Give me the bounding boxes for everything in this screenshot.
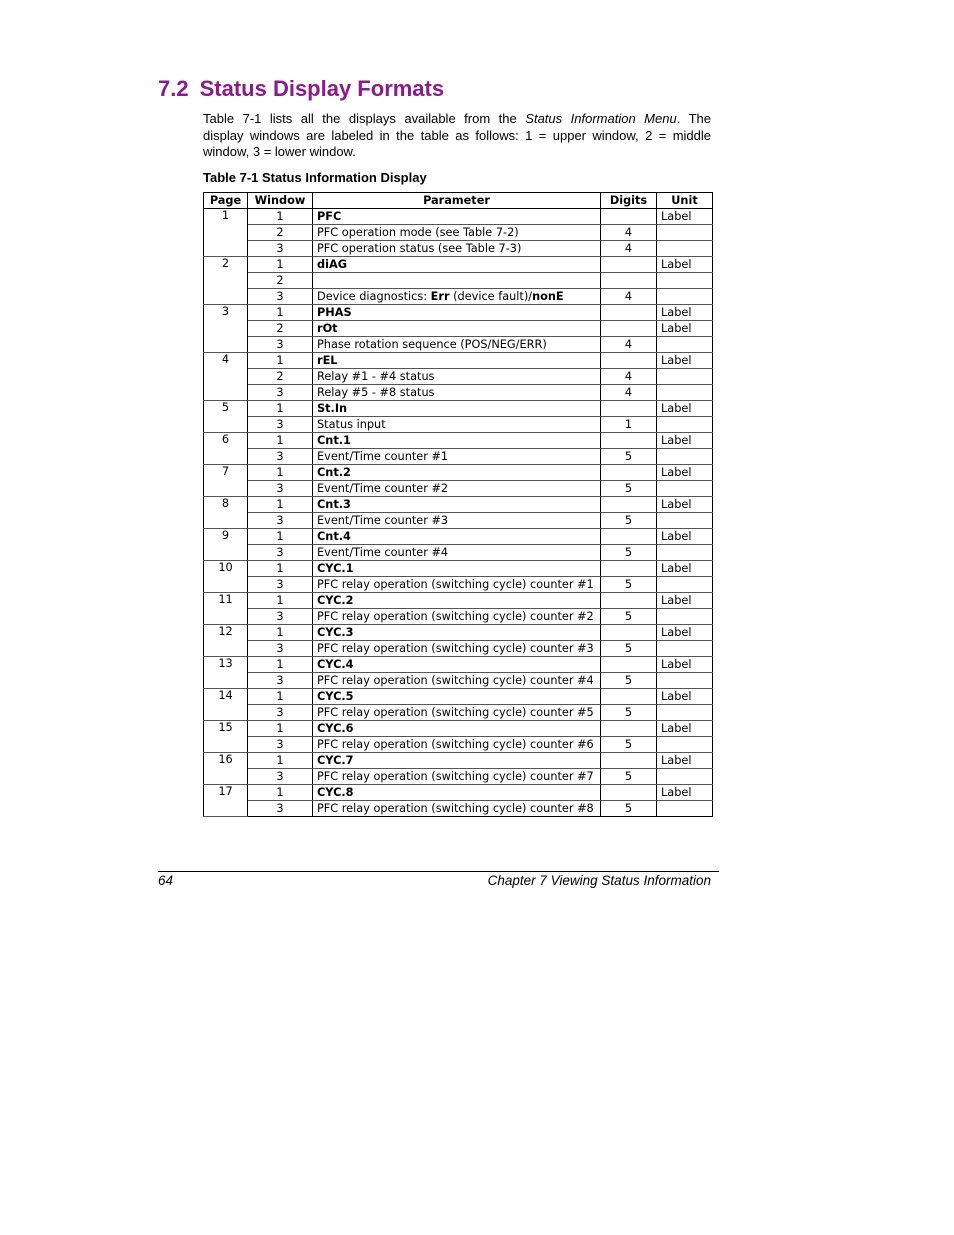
parameter-label: Cnt.4 xyxy=(317,529,351,543)
unit-cell xyxy=(657,417,713,433)
parameter-label: diAG xyxy=(317,257,347,271)
parameter-text: PFC relay operation (switching cycle) counter #6 xyxy=(317,737,594,751)
table-row xyxy=(204,625,713,641)
table-row xyxy=(204,433,713,449)
parameter-label: CYC.1 xyxy=(317,561,354,575)
unit-cell: Label xyxy=(657,433,713,449)
section-heading xyxy=(158,76,444,102)
window-cell: 2 xyxy=(248,273,313,289)
window-cell: 3 xyxy=(248,641,313,657)
table-row xyxy=(204,801,713,817)
parameter-cell xyxy=(313,673,601,689)
table-row xyxy=(204,369,713,385)
digits-cell xyxy=(601,561,657,577)
parameter-text: Device diagnostics: xyxy=(317,289,431,303)
parameter-cell xyxy=(313,577,601,593)
unit-cell: Label xyxy=(657,321,713,337)
unit-cell xyxy=(657,369,713,385)
parameter-code: Err xyxy=(430,289,450,303)
intro-text: Table 7-1 lists all the displays available from the xyxy=(203,111,526,126)
table-row xyxy=(204,705,713,721)
table-row xyxy=(204,673,713,689)
page-cell: 15 xyxy=(204,721,248,753)
digits-cell xyxy=(601,257,657,273)
unit-cell xyxy=(657,337,713,353)
unit-cell xyxy=(657,289,713,305)
unit-cell: Label xyxy=(657,625,713,641)
unit-cell: Label xyxy=(657,689,713,705)
unit-cell xyxy=(657,449,713,465)
digits-cell xyxy=(601,497,657,513)
page-cell: 14 xyxy=(204,689,248,721)
parameter-cell xyxy=(313,417,601,433)
parameter-cell xyxy=(313,545,601,561)
parameter-cell xyxy=(313,705,601,721)
table-row xyxy=(204,737,713,753)
intro-line-1 xyxy=(203,111,711,128)
table-row xyxy=(204,657,713,673)
parameter-cell xyxy=(313,641,601,657)
page-cell: 8 xyxy=(204,497,248,529)
table-row xyxy=(204,465,713,481)
parameter-cell xyxy=(313,737,601,753)
parameter-text: Phase rotation sequence (POS/NEG/ERR) xyxy=(317,337,547,351)
digits-cell: 4 xyxy=(601,385,657,401)
unit-cell: Label xyxy=(657,529,713,545)
parameter-cell xyxy=(313,513,601,529)
parameter-cell xyxy=(313,657,601,673)
digits-cell xyxy=(601,753,657,769)
page-cell: 11 xyxy=(204,593,248,625)
parameter-cell xyxy=(313,497,601,513)
parameter-label: rOt xyxy=(317,321,338,335)
parameter-label: CYC.4 xyxy=(317,657,354,671)
page-cell: 3 xyxy=(204,305,248,353)
window-cell: 3 xyxy=(248,513,313,529)
parameter-text: Relay #1 - #4 status xyxy=(317,369,435,383)
parameter-text: (device fault)/ xyxy=(449,289,533,303)
parameter-text: Event/Time counter #2 xyxy=(317,481,449,495)
parameter-label: Cnt.2 xyxy=(317,465,351,479)
parameter-text: PFC operation status (see Table 7-3) xyxy=(317,241,522,255)
window-cell: 3 xyxy=(248,577,313,593)
parameter-text: Event/Time counter #4 xyxy=(317,545,449,559)
digits-cell: 4 xyxy=(601,369,657,385)
parameter-text: Event/Time counter #3 xyxy=(317,513,449,527)
table-header-row xyxy=(204,193,713,209)
digits-cell: 4 xyxy=(601,225,657,241)
parameter-label: CYC.8 xyxy=(317,785,354,799)
page-cell: 17 xyxy=(204,785,248,817)
window-cell: 3 xyxy=(248,241,313,257)
unit-cell: Label xyxy=(657,401,713,417)
table-row xyxy=(204,721,713,737)
digits-cell: 4 xyxy=(601,241,657,257)
digits-cell xyxy=(601,785,657,801)
section-number: 7.2 xyxy=(158,76,189,101)
table-row xyxy=(204,289,713,305)
digits-cell: 4 xyxy=(601,337,657,353)
parameter-cell xyxy=(313,289,601,305)
window-cell: 3 xyxy=(248,545,313,561)
table-row xyxy=(204,561,713,577)
window-cell: 1 xyxy=(248,497,313,513)
parameter-label: CYC.6 xyxy=(317,721,354,735)
table-row xyxy=(204,545,713,561)
unit-cell: Label xyxy=(657,305,713,321)
unit-cell: Label xyxy=(657,561,713,577)
unit-cell xyxy=(657,641,713,657)
table-row xyxy=(204,785,713,801)
parameter-label: PHAS xyxy=(317,305,352,319)
digits-cell: 5 xyxy=(601,577,657,593)
unit-cell: Label xyxy=(657,721,713,737)
unit-cell: Label xyxy=(657,593,713,609)
window-cell: 3 xyxy=(248,609,313,625)
parameter-label: rEL xyxy=(317,353,338,367)
digits-cell xyxy=(601,433,657,449)
parameter-cell xyxy=(313,305,601,321)
parameter-cell xyxy=(313,433,601,449)
window-cell: 2 xyxy=(248,369,313,385)
table-row xyxy=(204,273,713,289)
table-row xyxy=(204,529,713,545)
footer-chapter-title: Chapter 7 Viewing Status Information xyxy=(487,873,711,888)
page-cell: 2 xyxy=(204,257,248,305)
digits-cell xyxy=(601,401,657,417)
page-cell: 9 xyxy=(204,529,248,561)
window-cell: 3 xyxy=(248,737,313,753)
parameter-label: Cnt.3 xyxy=(317,497,351,511)
digits-cell xyxy=(601,305,657,321)
parameter-code: nonE xyxy=(532,289,564,303)
parameter-cell xyxy=(313,353,601,369)
parameter-cell xyxy=(313,561,601,577)
digits-cell xyxy=(601,721,657,737)
table-row xyxy=(204,609,713,625)
header-unit: Unit xyxy=(657,193,713,209)
digits-cell: 1 xyxy=(601,417,657,433)
parameter-label: CYC.3 xyxy=(317,625,354,639)
unit-cell xyxy=(657,273,713,289)
window-cell: 1 xyxy=(248,689,313,705)
parameter-cell xyxy=(313,241,601,257)
parameter-label: St.In xyxy=(317,401,348,415)
unit-cell: Label xyxy=(657,257,713,273)
unit-cell xyxy=(657,225,713,241)
parameter-cell xyxy=(313,769,601,785)
parameter-cell xyxy=(313,753,601,769)
intro-line-3: window, 3 = lower window. xyxy=(203,144,356,160)
page-cell: 7 xyxy=(204,465,248,497)
table-row xyxy=(204,257,713,273)
window-cell: 1 xyxy=(248,465,313,481)
table-row xyxy=(204,385,713,401)
window-cell: 1 xyxy=(248,353,313,369)
parameter-cell xyxy=(313,481,601,497)
table-caption: Table 7-1 Status Information Display xyxy=(203,170,427,185)
parameter-cell xyxy=(313,593,601,609)
table-row xyxy=(204,417,713,433)
digits-cell xyxy=(601,353,657,369)
parameter-cell xyxy=(313,385,601,401)
parameter-cell xyxy=(313,369,601,385)
parameter-text: PFC relay operation (switching cycle) counter #3 xyxy=(317,641,594,655)
unit-cell xyxy=(657,545,713,561)
digits-cell: 5 xyxy=(601,545,657,561)
table-row xyxy=(204,401,713,417)
unit-cell xyxy=(657,801,713,817)
parameter-cell xyxy=(313,625,601,641)
header-parameter: Parameter xyxy=(313,193,601,209)
parameter-text: PFC relay operation (switching cycle) counter #4 xyxy=(317,673,594,687)
window-cell: 3 xyxy=(248,481,313,497)
unit-cell: Label xyxy=(657,465,713,481)
table-row xyxy=(204,689,713,705)
digits-cell: 5 xyxy=(601,801,657,817)
digits-cell xyxy=(601,689,657,705)
parameter-cell xyxy=(313,785,601,801)
window-cell: 1 xyxy=(248,785,313,801)
digits-cell: 5 xyxy=(601,673,657,689)
window-cell: 3 xyxy=(248,705,313,721)
parameter-cell xyxy=(313,529,601,545)
unit-cell xyxy=(657,577,713,593)
page-cell: 4 xyxy=(204,353,248,401)
digits-cell: 5 xyxy=(601,513,657,529)
window-cell: 3 xyxy=(248,769,313,785)
unit-cell xyxy=(657,705,713,721)
digits-cell xyxy=(601,321,657,337)
parameter-cell xyxy=(313,721,601,737)
window-cell: 3 xyxy=(248,337,313,353)
parameter-text: PFC relay operation (switching cycle) counter #8 xyxy=(317,801,594,815)
page-cell: 12 xyxy=(204,625,248,657)
page-cell: 1 xyxy=(204,209,248,257)
status-display-table xyxy=(203,192,713,817)
window-cell: 3 xyxy=(248,673,313,689)
digits-cell: 5 xyxy=(601,769,657,785)
unit-cell: Label xyxy=(657,657,713,673)
parameter-cell xyxy=(313,337,601,353)
window-cell: 2 xyxy=(248,225,313,241)
parameter-text: Event/Time counter #1 xyxy=(317,449,449,463)
digits-cell: 5 xyxy=(601,609,657,625)
table-row xyxy=(204,353,713,369)
page-cell: 13 xyxy=(204,657,248,689)
table-row xyxy=(204,241,713,257)
window-cell: 1 xyxy=(248,433,313,449)
table-row xyxy=(204,593,713,609)
digits-cell xyxy=(601,657,657,673)
unit-cell xyxy=(657,513,713,529)
parameter-text: PFC relay operation (switching cycle) counter #1 xyxy=(317,577,594,591)
window-cell: 2 xyxy=(248,321,313,337)
window-cell: 3 xyxy=(248,449,313,465)
window-cell: 3 xyxy=(248,801,313,817)
unit-cell xyxy=(657,481,713,497)
table-row xyxy=(204,769,713,785)
table-row xyxy=(204,449,713,465)
digits-cell xyxy=(601,625,657,641)
table-row xyxy=(204,481,713,497)
menu-name: Status Information Menu xyxy=(525,111,677,126)
parameter-cell xyxy=(313,225,601,241)
page-cell: 16 xyxy=(204,753,248,785)
parameter-cell xyxy=(313,465,601,481)
parameter-text: PFC operation mode (see Table 7-2) xyxy=(317,225,519,239)
unit-cell: Label xyxy=(657,209,713,225)
digits-cell: 5 xyxy=(601,481,657,497)
parameter-label: CYC.2 xyxy=(317,593,354,607)
unit-cell: Label xyxy=(657,785,713,801)
parameter-cell xyxy=(313,449,601,465)
parameter-text: PFC relay operation (switching cycle) counter #2 xyxy=(317,609,594,623)
header-page: Page xyxy=(204,193,248,209)
page-cell: 10 xyxy=(204,561,248,593)
unit-cell: Label xyxy=(657,753,713,769)
window-cell: 3 xyxy=(248,385,313,401)
unit-cell xyxy=(657,609,713,625)
window-cell: 1 xyxy=(248,561,313,577)
unit-cell: Label xyxy=(657,497,713,513)
window-cell: 1 xyxy=(248,209,313,225)
unit-cell xyxy=(657,241,713,257)
parameter-label: Cnt.1 xyxy=(317,433,351,447)
digits-cell xyxy=(601,465,657,481)
unit-cell xyxy=(657,385,713,401)
parameter-cell xyxy=(313,209,601,225)
digits-cell xyxy=(601,209,657,225)
parameter-cell xyxy=(313,257,601,273)
table-row xyxy=(204,321,713,337)
table-row xyxy=(204,513,713,529)
parameter-cell xyxy=(313,273,601,289)
parameter-cell xyxy=(313,801,601,817)
digits-cell: 5 xyxy=(601,737,657,753)
digits-cell: 5 xyxy=(601,705,657,721)
table-row xyxy=(204,305,713,321)
digits-cell: 5 xyxy=(601,449,657,465)
window-cell: 1 xyxy=(248,593,313,609)
header-digits: Digits xyxy=(601,193,657,209)
page-cell: 6 xyxy=(204,433,248,465)
window-cell: 3 xyxy=(248,417,313,433)
window-cell: 1 xyxy=(248,305,313,321)
digits-cell: 4 xyxy=(601,289,657,305)
digits-cell xyxy=(601,529,657,545)
parameter-text: PFC relay operation (switching cycle) counter #7 xyxy=(317,769,594,783)
parameter-cell xyxy=(313,609,601,625)
footer-page-number: 64 xyxy=(158,873,174,888)
header-window: Window xyxy=(248,193,313,209)
parameter-text: Relay #5 - #8 status xyxy=(317,385,435,399)
parameter-label: CYC.7 xyxy=(317,753,354,767)
table-row xyxy=(204,577,713,593)
parameter-text: Status input xyxy=(317,417,386,431)
window-cell: 1 xyxy=(248,401,313,417)
parameter-cell xyxy=(313,321,601,337)
parameter-label: CYC.5 xyxy=(317,689,354,703)
table-body xyxy=(204,209,713,817)
unit-cell xyxy=(657,673,713,689)
parameter-cell xyxy=(313,401,601,417)
unit-cell xyxy=(657,769,713,785)
window-cell: 1 xyxy=(248,257,313,273)
intro-paragraph xyxy=(203,111,711,161)
intro-text: . The xyxy=(676,111,712,126)
table-row xyxy=(204,497,713,513)
table-row xyxy=(204,641,713,657)
window-cell: 1 xyxy=(248,721,313,737)
table-row xyxy=(204,753,713,769)
unit-cell xyxy=(657,737,713,753)
table-row xyxy=(204,209,713,225)
parameter-cell xyxy=(313,689,601,705)
window-cell: 3 xyxy=(248,289,313,305)
page-cell: 5 xyxy=(204,401,248,433)
window-cell: 1 xyxy=(248,753,313,769)
parameter-label: PFC xyxy=(317,209,342,223)
footer-rule xyxy=(158,871,719,872)
parameter-text: PFC relay operation (switching cycle) counter #5 xyxy=(317,705,594,719)
window-cell: 1 xyxy=(248,657,313,673)
digits-cell xyxy=(601,593,657,609)
section-title: Status Display Formats xyxy=(199,76,445,101)
window-cell: 1 xyxy=(248,529,313,545)
intro-line-2: display windows are labeled in the table as follows: 1 = upper window, 2 = middle xyxy=(203,127,711,143)
table-row xyxy=(204,337,713,353)
window-cell: 1 xyxy=(248,625,313,641)
digits-cell: 5 xyxy=(601,641,657,657)
digits-cell xyxy=(601,273,657,289)
unit-cell: Label xyxy=(657,353,713,369)
table-row xyxy=(204,225,713,241)
